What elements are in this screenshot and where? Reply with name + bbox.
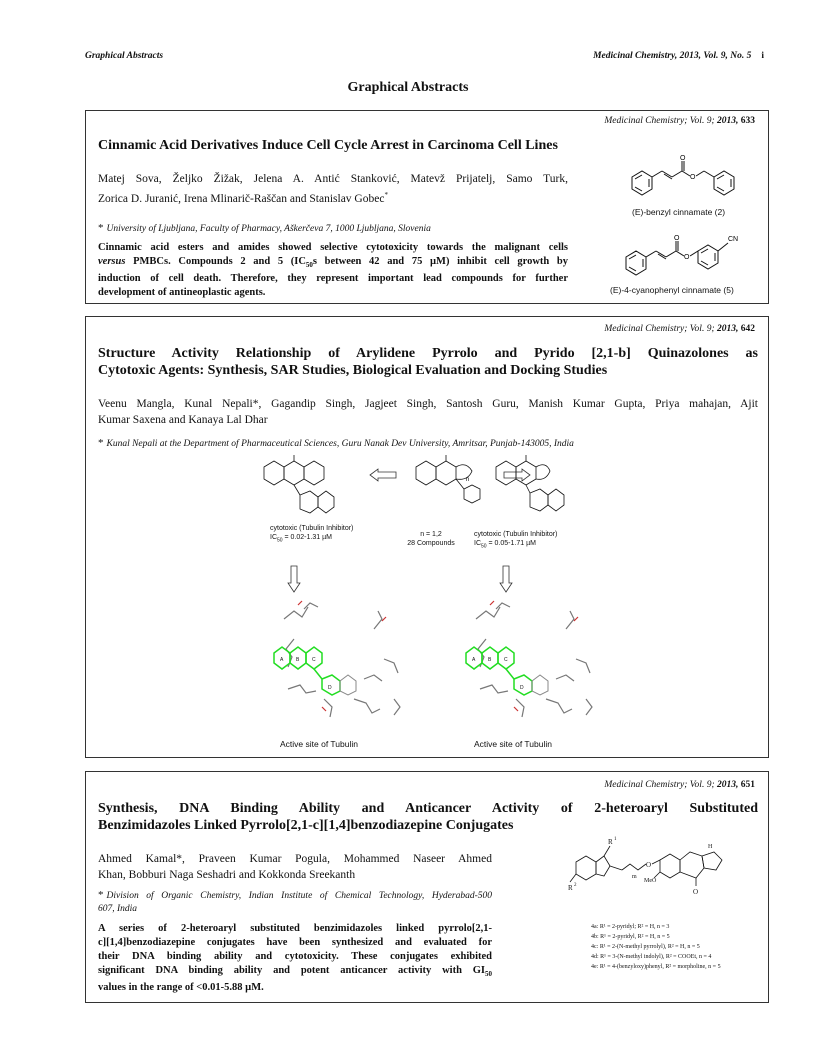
svg-text:1: 1 (614, 837, 617, 842)
citation-1: Medicinal Chemistry; Vol. 9; 2013, 633 (604, 116, 755, 126)
active-site-label-left: Active site of Tubulin (280, 739, 358, 749)
compound-4b: 4b: R¹ = 2-pyridyl, R² = H, n = 5 (591, 934, 670, 940)
abstract-body-1: Cinnamic acid esters and amides showed selective cytotoxicity towards the malignant cells versus PMBCs. Compounds 2 and 5 ($IC_{50}s$ between 42 and 75 µM) inhibit cell growth by induction of cell death. Therefore, they represent important lead compounds for further development of antineoplastic agents. (98, 242, 568, 299)
benzyl-cinnamate-structure (616, 151, 756, 207)
compound-4e: 4e: R¹ = 4-(benzyloxy)phenyl, R² = morpholine, n = 5 (591, 964, 721, 970)
svg-text:D: D (520, 685, 524, 691)
svg-text:O: O (646, 861, 652, 869)
svg-text:O: O (690, 174, 696, 181)
affiliation-1: * University of Ljubljana, Faculty of Pharmacy, Aškerčeva 7, 1000 Ljubljana, Slovenia (98, 222, 431, 234)
authors-1: Matej Sova, Željko Žižak, Jelena A. Antić Stanković, Matevž Prijatelj, Samo Turk, Zorica D. Juranić, Irena Mlinarič-Raščan and Stanislav Gobec* (98, 173, 568, 205)
docking-pose-right (456, 599, 606, 729)
svg-text:m: m (632, 874, 637, 880)
authors-3: Ahmed Kamal*, Praveen Kumar Pogula, Mohammed Naseer Ahmed Khan, Bobburi Naga Seshadri and Kokkonda Sreekanth (98, 853, 492, 881)
svg-text:n: n (466, 477, 470, 483)
citation-3: Medicinal Chemistry; Vol. 9; 2013, 651 (604, 780, 755, 790)
running-head-journal: Medicinal Chemistry, 2013, Vol. 9, No. 5 (593, 51, 752, 61)
docking-pose-left (264, 599, 414, 729)
svg-text:2: 2 (574, 883, 577, 888)
abstract-box-1 (85, 110, 769, 304)
fig-left-caption: cytotoxic (Tubulin Inhibitor) $IC_{50} = 0.02-1.31$ µM (270, 525, 354, 544)
article-title-2: Structure Activity Relationship of Arylidene Pyrrolo and Pyrido [2,1-b] Quinazolones as Cytotoxic Agents: Synthesis, SAR Studies, Biological Evaluation and Docking Studies (98, 346, 758, 378)
svg-text:CN: CN (728, 236, 739, 243)
page-title: Graphical Abstracts (347, 80, 469, 95)
running-head-left: Graphical Abstracts (85, 51, 164, 61)
svg-text:A: A (280, 657, 284, 663)
pyrrolo-quinazolone-naphthyl-right (446, 453, 566, 523)
svg-text:O: O (693, 888, 699, 896)
page-number: i (761, 51, 764, 61)
svg-text:O: O (680, 155, 686, 162)
pyrido-quinazolone-naphthyl-left (254, 453, 354, 523)
svg-text:D: D (328, 685, 332, 691)
svg-text:C: C (312, 657, 316, 663)
fig-label-benzyl-cinnamate: (E)-benzyl cinnamate (2) (632, 207, 726, 217)
compound-4a: 4a: R¹ = 2-pyridyl; R² = H, n = 3 (591, 924, 670, 930)
svg-text:B: B (296, 657, 300, 663)
authors-2: Veenu Mangla, Kunal Nepali*, Gagandip Singh, Jagjeet Singh, Santosh Guru, Manish Kumar Gupta, Priya mahajan, Ajit Kumar Saxena and Kanaya Lal Dhar (98, 398, 758, 426)
citation-2: Medicinal Chemistry; Vol. 9; 2013, 642 (604, 324, 755, 334)
fig-label-cyanophenyl-cinnamate: (E)-4-cyanophenyl cinnamate (5) (610, 285, 734, 295)
open-arrow-left (368, 467, 398, 483)
svg-text:R: R (608, 838, 613, 846)
svg-text:O: O (674, 235, 680, 242)
svg-text:H: H (708, 844, 713, 850)
compound-list (591, 922, 721, 972)
svg-text:O: O (684, 254, 690, 261)
active-site-label-right: Active site of Tubulin (474, 739, 552, 749)
fig-mid-caption: n = 1,2 28 Compounds (407, 531, 455, 547)
cyanophenyl-cinnamate-structure (616, 229, 766, 285)
svg-text:R: R (568, 884, 573, 892)
article-title-1: Cinnamic Acid Derivatives Induce Cell Cycle Arrest in Carcinoma Cell Lines (98, 138, 558, 153)
abstract-body-3: A series of 2-heteroaryl substituted benzimidazoles linked pyrrolo[2,1- c][1,4]benzodiazepine conjugates have been synthesized and evaluated for their DNA binding ability and cytotoxicity. These conjugates exhibited significant DNA binding ability and potent anticancer activity with $GI_{50}$ values in the range of <0.01-5.88 µM. (98, 923, 492, 994)
down-arrow-left (286, 565, 302, 593)
article-title-3: Synthesis, DNA Binding Ability and Anticancer Activity of 2-heteroaryl Substituted Benzimidazoles Linked Pyrrolo[2,1-c][1,4]benzodiazepine Conjugates (98, 801, 758, 833)
affiliation-2: * Kunal Nepali at the Department of Pharmaceutical Sciences, Guru Nanak Dev University, Amritsar, Punjab-143005, India (98, 437, 574, 449)
svg-text:A: A (472, 657, 476, 663)
svg-text:MeO: MeO (644, 878, 657, 884)
compound-4c: 4c: R¹ = 2-(N-methyl pyrrolyl), R² = H, n = 5 (591, 944, 700, 950)
affiliation-3: * Division of Organic Chemistry, Indian Institute of Chemical Technology, Hyderabad-500 607, India (98, 889, 492, 914)
svg-text:B: B (488, 657, 492, 663)
abstract-box-2 (85, 316, 769, 758)
running-head-right (593, 51, 764, 61)
compound-4d: 4d: R¹ = 3-(N-methyl indolyl), R² = COOEt, n = 4 (591, 954, 712, 960)
pbd-benzimidazole-structure (568, 830, 758, 920)
fig-right-caption: cytotoxic (Tubulin Inhibitor) $IC_{50} = 0.05-1.71$ µM (474, 531, 558, 550)
down-arrow-right (498, 565, 514, 593)
abstract-box-3 (85, 771, 769, 1003)
svg-text:C: C (504, 657, 508, 663)
